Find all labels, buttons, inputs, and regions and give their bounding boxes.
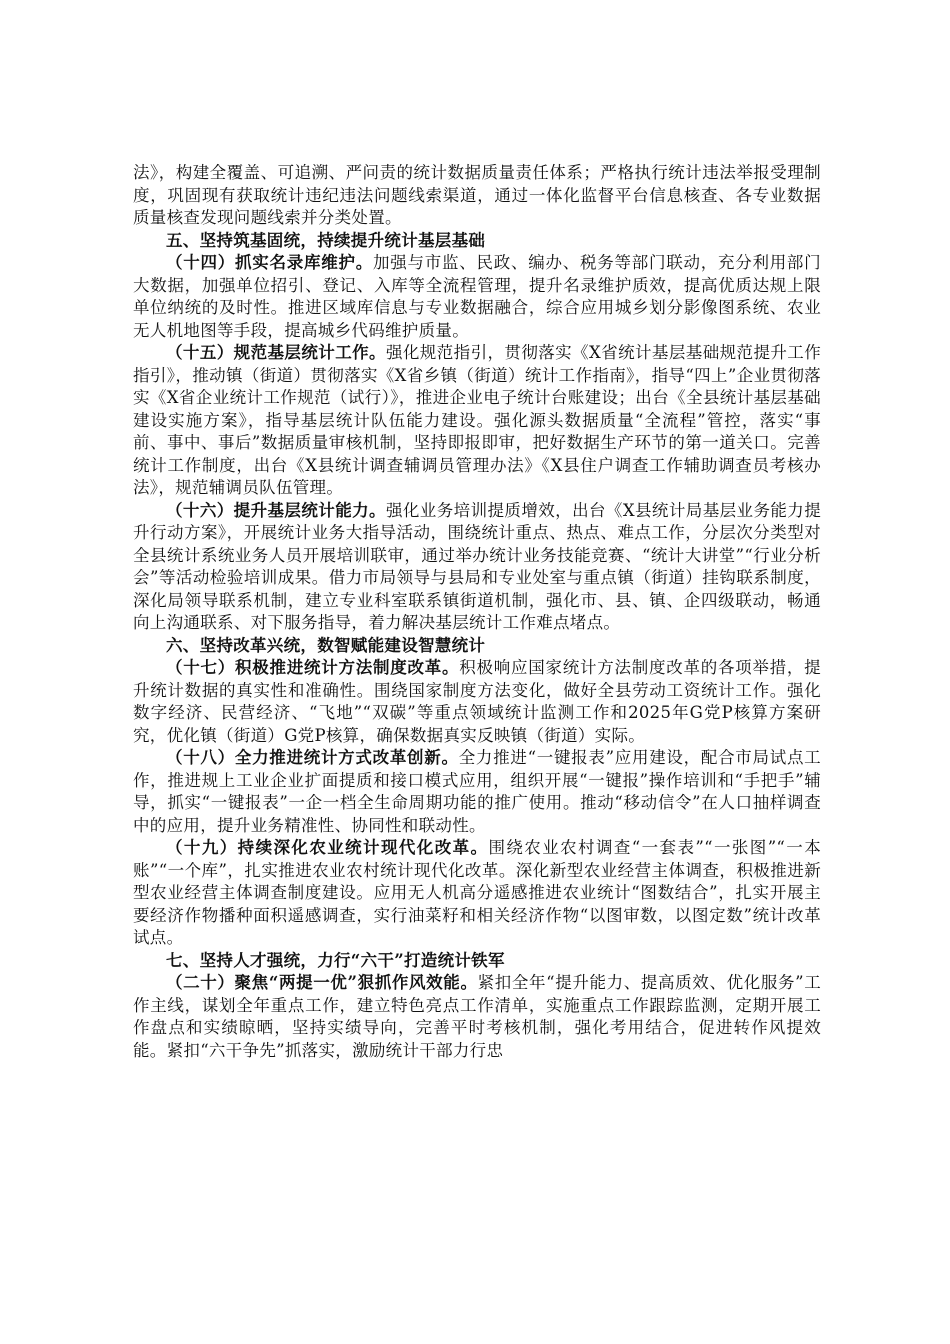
paragraph-body: 强化业务培训提质增效，出台《X县统计局基层业务能力提升行动方案》，开展统计业务大指导活动，围绕统计重点、热点、难点工作，分层次分类型对全县统计系统业务人员开展培训联审，通过举办统计业务技能竞赛、“统计大讲堂”“行业分析会”等活动检验培训成果。借力市局领导与县局和专业处室与重点镇（街道）挂钩联系制度，深化局领导联系机制，建立专业科室联系镇街道机制，强化市、县、镇、企四级联动，畅通向上沟通联系、对下服务指导，着力解决基层统计工作难点堵点。 [133, 500, 822, 632]
paragraph-17 [133, 657, 821, 747]
section-heading-5: 五、坚持筑基固统，持续提升统计基层基础 [166, 230, 486, 250]
paragraph-body: 加强与市监、民政、编办、税务等部门联动，充分利用部门大数据，加强单位招引、登记、入库等全流程管理，提升名录维护质效，提高优质达规上限单位纳统的及时性。推进区域库信息与专业数据融合，综合应用城乡划分影像图系统、农业无人机地图等手段，提高城乡代码维护质量。 [133, 253, 821, 340]
paragraph-body: 强化规范指引，贯彻落实《X省统计基层基础规范提升工作指引》，推动镇（街道）贯彻落实《X省乡镇（街道）统计工作指南》，指导“四上”企业贯彻落实《X省企业统计工作规范（试行）》，推进企业电子统计台账建设；出台《全县统计基层基础建设实施方案》，指导基层统计队伍能力建设。强化源头数据质量“全流程”管控，落实“事前、事中、事后”数据质量审核机制，坚持即报即审，把好数据生产环节的第一道关口。完善统计工作制度，出台《X县统计调查辅调员管理办法》《X县住户调查工作辅助调查员考核办法》，规范辅调员队伍管理。 [133, 343, 822, 497]
paragraph-body: 全力推进“一键报表”应用建设，配合市局试点工作，推进规上工业企业扩面提质和接口模式应用，组织开展“一键报”操作培训和“手把手”辅导，抓实“一键报表”一企一档全生命周期功能的推广使用。推动“移动信令”在人口抽样调查中的应用，提升业务精准性、协同性和联动性。 [133, 748, 821, 835]
paragraph-body: 紧扣全年“提升能力、提高质效、优化服务”工作主线，谋划全年重点工作，建立特色亮点工作清单，实施重点工作跟踪监测，定期开展工作盘点和实绩晾晒，坚持实绩导向，完善平时考核机制，强化考用结合，促进转作风提效能。紧扣“六干争先”抓落实，激励统计干部力行忠 [133, 973, 822, 1060]
section-heading-6: 六、坚持改革兴统，数智赋能建设智慧统计 [166, 635, 486, 655]
paragraph-body: 围绕农业农村调查“一套表”“一张图”“一本账”“一个库”，扎实推进农业农村统计现代化改革。深化新型农业经营主体调查，积极推进新型农业经营主体调查制度建设。应用无人机高分遥感推进农业统计“图数结合”，扎实开展主要经济作物播种面积遥感调查，实行油菜籽和相关经济作物“以图审数，以图定数”统计改革试点。 [133, 838, 821, 947]
paragraph-20 [133, 972, 821, 1062]
paragraph-lead: （十六）提升基层统计能力。 [166, 500, 386, 520]
paragraph-15 [133, 342, 821, 500]
paragraph-14 [133, 252, 821, 342]
paragraph-19 [133, 837, 821, 950]
paragraph-lead: （十七）积极推进统计方法制度改革。 [166, 658, 460, 677]
paragraph-18 [133, 747, 821, 837]
paragraph-body: 积极响应国家统计方法制度改革的各项举措，提升统计数据的真实性和准确性。围绕国家制度方法变化，做好全县劳动工资统计工作。强化数字经济、民营经济、“飞地”“双碳”等重点领域统计监测工作和2025年G党P核算方案研究，优化镇（街道）G党P核算，确保数据真实反映镇（街道）实际。 [133, 658, 821, 745]
paragraph-lead: （二十）聚焦“两提一优”狠抓作风效能。 [166, 973, 478, 992]
paragraph-16 [133, 500, 821, 635]
paragraph-lead: （十八）全力推进统计方式改革创新。 [166, 748, 459, 767]
paragraph-body: 法》，构建全覆盖、可追溯、严问责的统计数据质量责任体系；严格执行统计违法举报受理制度，巩固现有获取统计违纪违法问题线索渠道，通过一体化监督平台信息核查、各专业数据质量核查发现问题线索并分类处置。 [133, 163, 821, 227]
paragraph-lead: （十五）规范基层统计工作。 [166, 343, 386, 362]
document-page [133, 162, 821, 1062]
paragraph-lead: （十九）持续深化农业统计现代化改革。 [166, 838, 489, 857]
section-heading-7: 七、坚持人才强统，力行“六干”打造统计铁军 [166, 950, 505, 970]
paragraph-continuation [133, 162, 821, 230]
paragraph-lead: （十四）抓实名录库维护。 [166, 253, 373, 272]
